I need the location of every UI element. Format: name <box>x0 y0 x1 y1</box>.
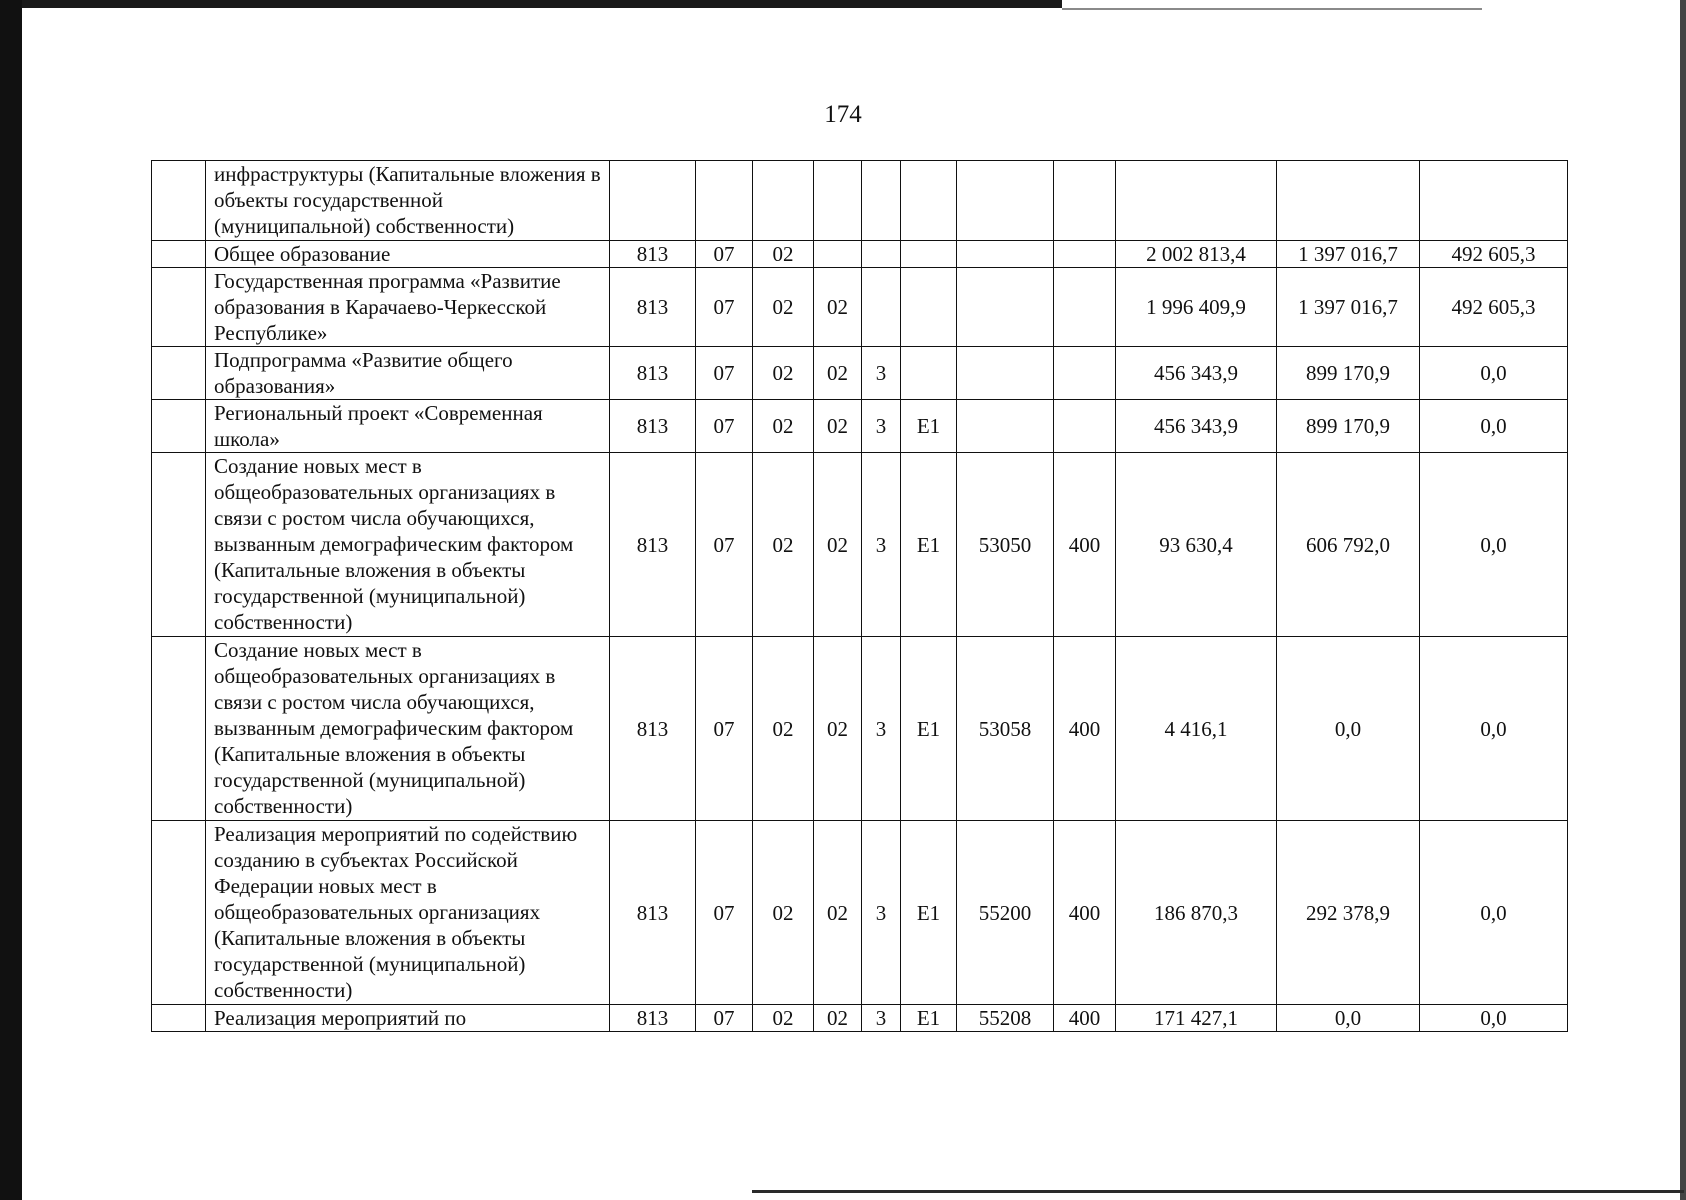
project-code-cell: E1 <box>901 637 957 821</box>
row-number-cell <box>152 347 206 400</box>
table-row <box>152 268 1568 347</box>
amount-year2-cell: 606 792,0 <box>1277 453 1420 637</box>
expense-type-cell <box>1054 268 1116 347</box>
section-code-cell: 07 <box>696 821 753 1005</box>
admin-code-cell: 813 <box>610 347 696 400</box>
budget-table-body <box>152 161 1568 1032</box>
admin-code-cell: 813 <box>610 1005 696 1032</box>
program-code-cell: 02 <box>814 347 862 400</box>
project-code-cell <box>901 268 957 347</box>
amount-year1-cell: 4 416,1 <box>1116 637 1277 821</box>
table-row <box>152 347 1568 400</box>
subprogram-code-cell <box>862 268 901 347</box>
subsection-code-cell: 02 <box>753 1005 814 1032</box>
section-code-cell <box>696 161 753 241</box>
row-number-cell <box>152 241 206 268</box>
admin-code-cell: 813 <box>610 400 696 453</box>
direction-code-cell: 53050 <box>957 453 1054 637</box>
amount-year1-cell: 2 002 813,4 <box>1116 241 1277 268</box>
expense-type-cell <box>1054 241 1116 268</box>
admin-code-cell: 813 <box>610 268 696 347</box>
section-code-cell: 07 <box>696 241 753 268</box>
direction-code-cell: 55208 <box>957 1005 1054 1032</box>
subprogram-code-cell <box>862 241 901 268</box>
item-name-cell: Общее образование <box>206 241 610 268</box>
admin-code-cell: 813 <box>610 241 696 268</box>
program-code-cell: 02 <box>814 453 862 637</box>
scan-border-right <box>1680 0 1686 1200</box>
direction-code-cell <box>957 241 1054 268</box>
amount-year2-cell <box>1277 161 1420 241</box>
subsection-code-cell: 02 <box>753 268 814 347</box>
direction-code-cell <box>957 161 1054 241</box>
row-number-cell <box>152 453 206 637</box>
subsection-code-cell: 02 <box>753 453 814 637</box>
amount-year1-cell: 456 343,9 <box>1116 400 1277 453</box>
amount-year2-cell: 0,0 <box>1277 637 1420 821</box>
item-name-cell: Создание новых мест в общеобразовательных организациях в связи с ростом числа обучающихся, вызванным демографическим фактором (Капитальные вложения в объекты государственной (муниципальной) собственности) <box>206 453 610 637</box>
subsection-code-cell: 02 <box>753 241 814 268</box>
expense-type-cell: 400 <box>1054 453 1116 637</box>
project-code-cell <box>901 161 957 241</box>
table-row <box>152 453 1568 637</box>
amount-year1-cell: 186 870,3 <box>1116 821 1277 1005</box>
subsection-code-cell <box>753 161 814 241</box>
admin-code-cell <box>610 161 696 241</box>
expense-type-cell: 400 <box>1054 637 1116 821</box>
amount-year2-cell: 1 397 016,7 <box>1277 241 1420 268</box>
scan-border-bottom <box>752 1190 1684 1193</box>
amount-year3-cell: 0,0 <box>1420 453 1568 637</box>
amount-year3-cell: 0,0 <box>1420 1005 1568 1032</box>
amount-year2-cell: 292 378,9 <box>1277 821 1420 1005</box>
expense-type-cell <box>1054 400 1116 453</box>
direction-code-cell: 53058 <box>957 637 1054 821</box>
item-name-cell: Реализация мероприятий по содействию созданию в субъектах Российской Федерации новых мест в общеобразовательных организациях (Капитальные вложения в объекты государственной (муниципальной) собственности) <box>206 821 610 1005</box>
program-code-cell <box>814 161 862 241</box>
expense-type-cell <box>1054 347 1116 400</box>
program-code-cell: 02 <box>814 1005 862 1032</box>
row-number-cell <box>152 821 206 1005</box>
direction-code-cell <box>957 347 1054 400</box>
program-code-cell: 02 <box>814 400 862 453</box>
amount-year1-cell: 1 996 409,9 <box>1116 268 1277 347</box>
row-number-cell <box>152 400 206 453</box>
row-number-cell <box>152 637 206 821</box>
table-row <box>152 637 1568 821</box>
amount-year1-cell: 93 630,4 <box>1116 453 1277 637</box>
admin-code-cell: 813 <box>610 453 696 637</box>
subsection-code-cell: 02 <box>753 637 814 821</box>
amount-year3-cell: 0,0 <box>1420 821 1568 1005</box>
item-name-cell: инфраструктуры (Капитальные вложения в объекты государственной (муниципальной) собственности) <box>206 161 610 241</box>
project-code-cell <box>901 347 957 400</box>
row-number-cell <box>152 268 206 347</box>
section-code-cell: 07 <box>696 453 753 637</box>
amount-year1-cell <box>1116 161 1277 241</box>
project-code-cell <box>901 241 957 268</box>
subprogram-code-cell: 3 <box>862 453 901 637</box>
subprogram-code-cell <box>862 161 901 241</box>
budget-table <box>151 160 1568 1032</box>
direction-code-cell <box>957 268 1054 347</box>
amount-year3-cell: 0,0 <box>1420 400 1568 453</box>
amount-year2-cell: 899 170,9 <box>1277 400 1420 453</box>
subsection-code-cell: 02 <box>753 400 814 453</box>
subprogram-code-cell: 3 <box>862 347 901 400</box>
amount-year1-cell: 171 427,1 <box>1116 1005 1277 1032</box>
subprogram-code-cell: 3 <box>862 821 901 1005</box>
item-name-cell: Реализация мероприятий по <box>206 1005 610 1032</box>
amount-year3-cell: 0,0 <box>1420 637 1568 821</box>
amount-year3-cell: 492 605,3 <box>1420 241 1568 268</box>
project-code-cell: E1 <box>901 821 957 1005</box>
table-row <box>152 1005 1568 1032</box>
section-code-cell: 07 <box>696 347 753 400</box>
amount-year1-cell: 456 343,9 <box>1116 347 1277 400</box>
section-code-cell: 07 <box>696 1005 753 1032</box>
scan-border-top-thin <box>1062 8 1482 10</box>
item-name-cell: Подпрограмма «Развитие общего образования» <box>206 347 610 400</box>
table-row <box>152 400 1568 453</box>
amount-year3-cell: 0,0 <box>1420 347 1568 400</box>
row-number-cell <box>152 161 206 241</box>
scan-border-left <box>0 0 22 1200</box>
project-code-cell: E1 <box>901 400 957 453</box>
section-code-cell: 07 <box>696 637 753 821</box>
subprogram-code-cell: 3 <box>862 1005 901 1032</box>
direction-code-cell <box>957 400 1054 453</box>
admin-code-cell: 813 <box>610 821 696 1005</box>
row-number-cell <box>152 1005 206 1032</box>
section-code-cell: 07 <box>696 268 753 347</box>
project-code-cell: E1 <box>901 1005 957 1032</box>
table-row <box>152 241 1568 268</box>
table-row <box>152 161 1568 241</box>
expense-type-cell: 400 <box>1054 1005 1116 1032</box>
program-code-cell: 02 <box>814 637 862 821</box>
amount-year3-cell <box>1420 161 1568 241</box>
amount-year2-cell: 1 397 016,7 <box>1277 268 1420 347</box>
item-name-cell: Создание новых мест в общеобразовательных организациях в связи с ростом числа обучающихся, вызванным демографическим фактором (Капитальные вложения в объекты государственной (муниципальной) собственности) <box>206 637 610 821</box>
subprogram-code-cell: 3 <box>862 637 901 821</box>
expense-type-cell <box>1054 161 1116 241</box>
admin-code-cell: 813 <box>610 637 696 821</box>
subprogram-code-cell: 3 <box>862 400 901 453</box>
scan-border-top <box>22 0 1062 8</box>
amount-year2-cell: 0,0 <box>1277 1005 1420 1032</box>
project-code-cell: E1 <box>901 453 957 637</box>
amount-year2-cell: 899 170,9 <box>1277 347 1420 400</box>
amount-year3-cell: 492 605,3 <box>1420 268 1568 347</box>
section-code-cell: 07 <box>696 400 753 453</box>
subsection-code-cell: 02 <box>753 347 814 400</box>
subsection-code-cell: 02 <box>753 821 814 1005</box>
direction-code-cell: 55200 <box>957 821 1054 1005</box>
item-name-cell: Региональный проект «Современная школа» <box>206 400 610 453</box>
program-code-cell <box>814 241 862 268</box>
page-number: 174 <box>824 101 862 128</box>
table-row <box>152 821 1568 1005</box>
item-name-cell: Государственная программа «Развитие образования в Карачаево-Черкесской Республике» <box>206 268 610 347</box>
program-code-cell: 02 <box>814 821 862 1005</box>
program-code-cell: 02 <box>814 268 862 347</box>
expense-type-cell: 400 <box>1054 821 1116 1005</box>
